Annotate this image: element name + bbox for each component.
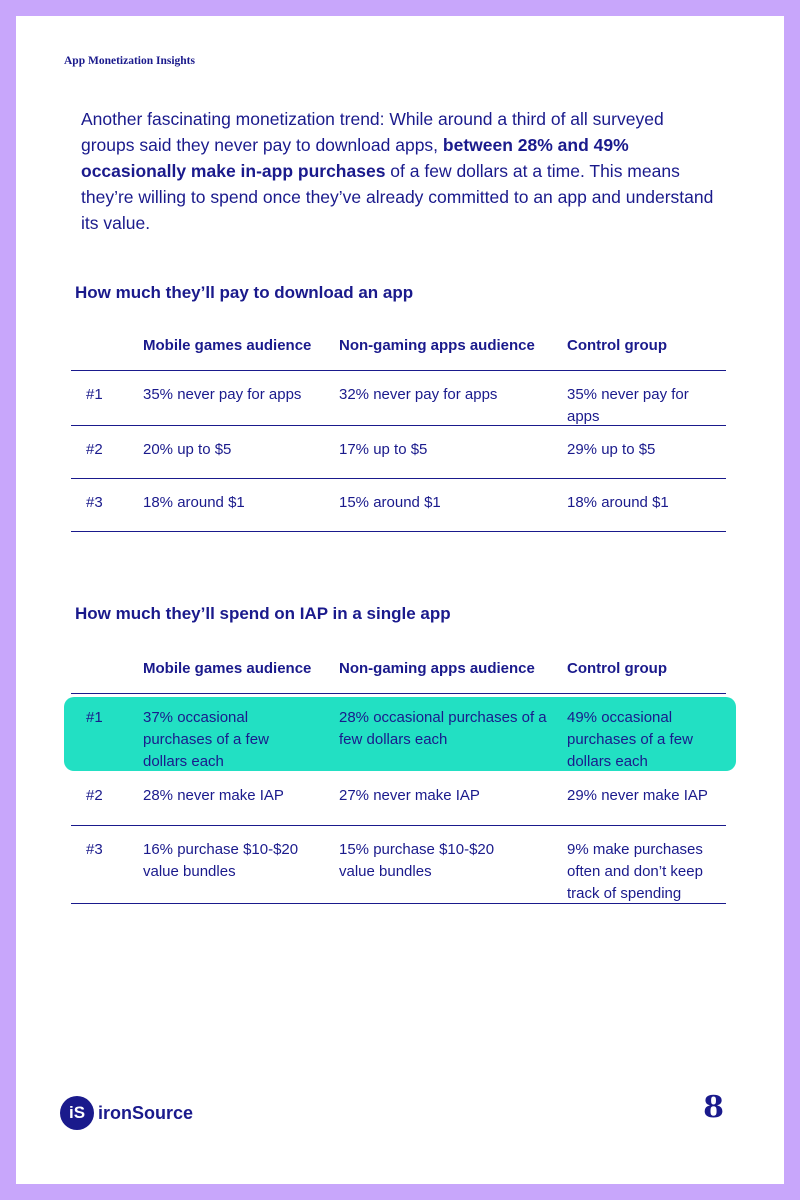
table-cell: 29% never make IAP	[567, 787, 708, 804]
iap-table	[71, 646, 726, 904]
rank-cell: #1	[86, 709, 103, 726]
table-cell: 29% up to $5	[567, 441, 656, 458]
column-header: Mobile games audience	[143, 660, 312, 677]
ironsource-logo	[60, 1096, 193, 1130]
table-row	[71, 426, 726, 479]
rank-cell: #1	[86, 386, 103, 403]
table-cell: 37% occasional purchases of a few dollars each	[143, 709, 269, 770]
download-table	[71, 323, 726, 532]
table-cell: 28% occasional purchases of a few dollars each	[339, 709, 547, 748]
table-cell: 9% make purchases often and don’t keep track of spending	[567, 841, 703, 902]
table-header	[71, 646, 726, 694]
intro-text-end: of a few dollars at a time. This means they’re willing to spend once they’ve already committed to an app and understand its value.	[81, 161, 714, 233]
page	[16, 16, 784, 1184]
page-number: 8	[703, 1090, 724, 1125]
table-cell: 16% purchase $10-$20 value bundles	[143, 841, 299, 880]
column-header: Non-gaming apps audience	[339, 660, 535, 677]
intro-paragraph	[81, 106, 721, 236]
table-row	[71, 771, 726, 826]
table-cell: 35% never pay for apps	[567, 386, 689, 425]
table-cell: 18% around $1	[567, 494, 669, 511]
table-cell: 35% never pay for apps	[143, 386, 302, 403]
intro-emphasis: between 28% and 49% occasionally make in-app purchases	[81, 135, 629, 181]
rank-cell: #3	[86, 841, 103, 858]
table-row	[71, 479, 726, 532]
table-row	[71, 826, 726, 904]
column-header: Control group	[567, 337, 667, 354]
table-cell: 27% never make IAP	[339, 787, 480, 804]
column-header: Control group	[567, 660, 667, 677]
table-row-highlighted	[71, 694, 726, 772]
table-cell: 15% around $1	[339, 494, 441, 511]
running-header: App Monetization Insights	[64, 55, 195, 67]
table-cell: 32% never pay for apps	[339, 386, 498, 403]
download-table-title: How much they’ll pay to download an app	[75, 283, 414, 302]
column-header: Mobile games audience	[143, 337, 312, 354]
table-cell: 18% around $1	[143, 494, 245, 511]
table-header	[71, 323, 726, 371]
table-cell: 49% occasional purchases of a few dollars each	[567, 709, 693, 770]
table-row	[71, 371, 726, 426]
rank-cell: #2	[86, 441, 103, 458]
rank-cell: #3	[86, 494, 103, 511]
logo-text: ironSource	[98, 1102, 194, 1123]
table-cell: 28% never make IAP	[143, 787, 284, 804]
table-cell: 15% purchase $10-$20 value bundles	[339, 841, 495, 880]
column-header: Non-gaming apps audience	[339, 337, 535, 354]
table-cell: 17% up to $5	[339, 441, 428, 458]
intro-text: Another fascinating monetization trend: While around a third of all surveyed groups said they never pay to download apps,	[81, 109, 664, 155]
logo-mark-icon: iS	[60, 1096, 94, 1130]
table-cell: 20% up to $5	[143, 441, 232, 458]
rank-cell: #2	[86, 787, 103, 804]
iap-table-title: How much they’ll spend on IAP in a single app	[75, 604, 451, 623]
